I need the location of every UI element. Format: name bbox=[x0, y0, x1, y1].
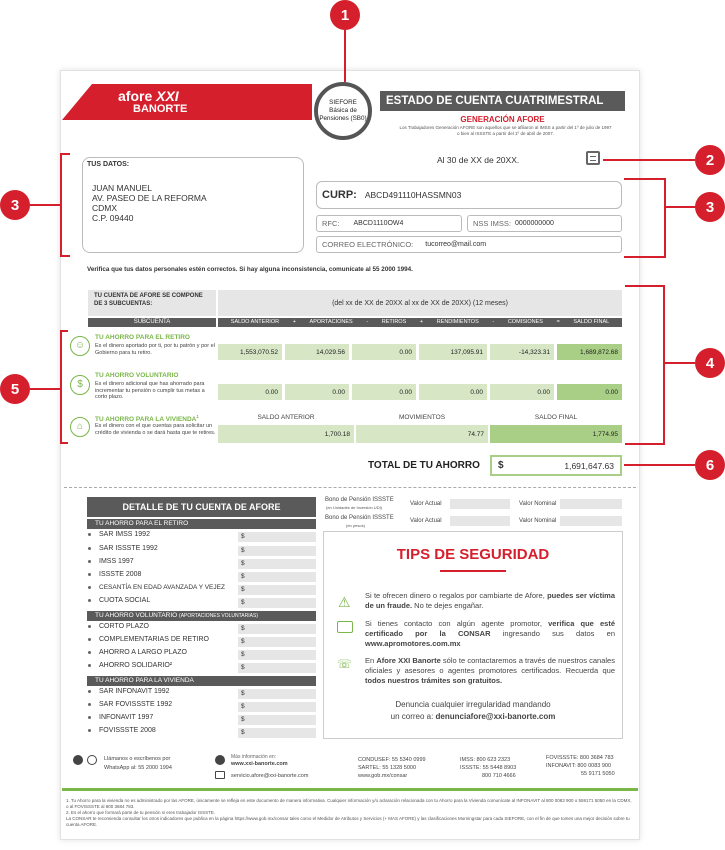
vivienda-desc: Es el dinero con el que cuentas para solicitar un crédito de vivienda o se dará hasta que te retires. bbox=[95, 423, 216, 436]
afore-text: afore bbox=[118, 88, 153, 104]
detalle-amount-sar-infonavit: $ bbox=[238, 689, 316, 699]
detalle-amount-cesantia: $ bbox=[238, 585, 316, 595]
tus-datos-title: TUS DATOS: bbox=[87, 161, 130, 168]
tip-1 bbox=[365, 591, 615, 611]
vivienda-col-saldo-final: SALDO FINAL bbox=[534, 414, 578, 421]
footer-green-line bbox=[62, 788, 638, 791]
detalle-item-sar-issste: SAR ISSSTE 1992 bbox=[88, 545, 158, 552]
vivienda-icon: ⌂ bbox=[70, 417, 90, 437]
bono-2-valor-nominal bbox=[560, 516, 622, 526]
vivienda-saldo-anterior: 1,700.18 bbox=[218, 425, 354, 443]
generation-note: Los Trabajadores Generación AFORE son aquellos que se afiliaron al IMSS a partir del 1º de julio de 1997 o bien al ISSSTE a partir del 1º de abril de 2007. bbox=[399, 125, 612, 136]
detalle-amount-largo-plazo: $ bbox=[238, 650, 316, 660]
tip-3 bbox=[365, 656, 615, 686]
subcuenta-header: SUBCUENTA bbox=[88, 318, 216, 327]
voluntario-saldo-anterior: 0.00 bbox=[218, 384, 282, 400]
retiro-icon: ☺ bbox=[70, 336, 90, 356]
infonavit-phone-2: 55 9171 5050 bbox=[581, 771, 615, 777]
detalle-item-issste-2008: ISSSTE 2008 bbox=[88, 571, 141, 578]
detalle-item-infonavit: INFONAVIT 1997 bbox=[88, 714, 153, 721]
detalle-amount-cuota-social: $ bbox=[238, 598, 316, 608]
generation-label: GENERACIÓN AFORE bbox=[460, 115, 545, 124]
callout-1-line bbox=[344, 30, 346, 82]
section-divider bbox=[64, 487, 636, 488]
email-field bbox=[316, 236, 622, 253]
vivienda-title bbox=[95, 414, 199, 423]
callout-5-bracket bbox=[60, 330, 68, 444]
voluntario-saldo-final: 0.00 bbox=[557, 384, 622, 400]
detalle-amount-corto-plazo: $ bbox=[238, 624, 316, 634]
client-cp: C.P. 09440 bbox=[92, 213, 134, 223]
detalle-voluntario-sub: (APORTACIONES VOLUNTARIAS) bbox=[179, 613, 258, 619]
callout-3-right-bracket bbox=[624, 178, 666, 258]
denuncia-line-1: Denuncia cualquier irregularidad mandando bbox=[395, 700, 551, 709]
detalle-amount-solidario: $ bbox=[238, 663, 316, 673]
callout-3-right-line bbox=[666, 206, 696, 208]
total-currency: $ bbox=[498, 460, 504, 471]
web-icon bbox=[215, 755, 225, 765]
denuncia-prefix: un correo a: bbox=[390, 712, 436, 721]
bono-2-label: Bono de Pensión ISSSTE bbox=[325, 515, 394, 521]
rfc-field bbox=[316, 215, 462, 232]
callout-3-right: 3 bbox=[695, 192, 725, 222]
footnote-3: La CONSAR te recomienda consultar los otros indicadores que publica en la página https://www.gob.mx/consar tales como el Medidor de Atributos y Servicios (+ MAS AFORE) y las clasificaciones Morningstar para cada SIEFORE, con el fin de que tomes una mejor decisión sobre tu cuenta AFORE. bbox=[66, 816, 630, 827]
tip-2-b: verifica que esté certificado por la CONSAR bbox=[365, 619, 616, 638]
callout-6-line bbox=[624, 464, 695, 466]
bono-1-valor-actual-label: Valor Actual bbox=[410, 501, 442, 507]
voluntario-aportaciones: 0.00 bbox=[285, 384, 349, 400]
tip-3-c: sólo te contactaremos a través de nuestros canales oficiales y asesores o agentes promotores certificados. Recuerda que bbox=[365, 656, 615, 675]
detalle-item-cesantia: CESANTÍA EN EDAD AVANZADA Y VEJEZ bbox=[88, 584, 225, 591]
vivienda-title-text: TU AHORRO PARA LA VIVIENDA bbox=[95, 416, 197, 424]
total-value: 1,691,647.63 bbox=[564, 460, 614, 471]
bono-1-valor-nominal bbox=[560, 499, 622, 509]
retiro-rendimientos: 137,095.91 bbox=[419, 344, 487, 360]
col-aportaciones: APORTACIONES bbox=[309, 319, 353, 325]
tip-2-d[interactable]: www.apromotores.com.mx bbox=[365, 639, 461, 648]
calendar-icon bbox=[586, 151, 600, 165]
certificate-icon bbox=[337, 621, 353, 633]
service-email[interactable]: servicio.afore@xxi-banorte.com bbox=[231, 773, 309, 779]
info-line-1: Más información en: bbox=[231, 754, 277, 760]
nss-field bbox=[467, 215, 622, 232]
col-saldo-anterior: SALDO ANTERIOR bbox=[230, 319, 280, 325]
col-op-5: = bbox=[556, 319, 560, 325]
detalle-amount-sar-fovissste: $ bbox=[238, 702, 316, 712]
col-retiros: RETIROS bbox=[381, 319, 407, 325]
client-street: AV. PASEO DE LA REFORMA bbox=[92, 193, 207, 203]
total-box bbox=[490, 455, 622, 476]
voluntario-desc: Es el dinero adicional que has ahorrado para incrementar tu pensión o cumplir tus metas a corto plazo. bbox=[95, 381, 205, 400]
voluntario-comisiones: 0.00 bbox=[490, 384, 554, 400]
afore-logo bbox=[118, 88, 179, 104]
callout-3-left: 3 bbox=[0, 190, 30, 220]
email-label: CORREO ELECTRÓNICO: bbox=[322, 240, 414, 249]
contact-line-1: Llámanos o escríbenos por bbox=[104, 756, 171, 762]
vivienda-col-movimientos: MOVIMIENTOS bbox=[398, 414, 446, 421]
footnote-1: 1. Tu Ahorro para la vivienda no es administrado por las AFORE, únicamente se refleja en este documento de manera informativa. Cualquier información y/o aclaración relacionada con tu Ahorro para la Vivienda comunícate al INFONAVIT al 800 0083 900 o 559171 5050 en la CDMX, o al FOVISSSTE al 800 3684 783. bbox=[66, 798, 632, 809]
bono-1-valor-nominal-label: Valor Nominal bbox=[519, 501, 557, 507]
siefore-badge bbox=[314, 82, 372, 140]
detalle-item-sar-infonavit: SAR INFONAVIT 1992 bbox=[88, 688, 170, 695]
vivienda-sup: 1 bbox=[196, 414, 199, 419]
col-op-2: - bbox=[366, 319, 369, 325]
tip-3-d: todos nuestros trámites son gratuitos. bbox=[365, 676, 503, 685]
col-op-4: - bbox=[492, 319, 495, 325]
detalle-item-sar-imss: SAR IMSS 1992 bbox=[88, 531, 150, 538]
detalle-amount-infonavit: $ bbox=[238, 715, 316, 725]
bono-2-valor-actual-label: Valor Actual bbox=[410, 518, 442, 524]
siefore-line1: SIEFORE bbox=[329, 99, 357, 106]
tips-title-underline bbox=[440, 570, 506, 572]
agents-icon: ☏ bbox=[337, 657, 353, 671]
detalle-item-solidario: AHORRO SOLIDARIO² bbox=[88, 662, 172, 669]
xxi-text: XXI bbox=[156, 88, 179, 104]
detalle-item-largo-plazo: AHORRO A LARGO PLAZO bbox=[88, 649, 187, 656]
denuncia-email[interactable]: denunciafore@xxi-banorte.com bbox=[435, 712, 556, 721]
tip-3-a: En bbox=[365, 656, 377, 665]
mail-icon bbox=[215, 771, 225, 779]
curp-label: CURP: bbox=[322, 189, 357, 201]
tip-2-c: ingresando sus datos en bbox=[490, 629, 615, 638]
callout-1: 1 bbox=[330, 0, 360, 30]
voluntario-rendimientos: 0.00 bbox=[419, 384, 487, 400]
tip-1-a: Si te ofrecen dinero o regalos por cambiarte de Afore, bbox=[365, 591, 548, 600]
phone-icon bbox=[73, 755, 83, 765]
infonavit-phone: INFONAVIT: 800 0083 900 bbox=[546, 763, 612, 769]
retiro-saldo-final: 1,689,872.68 bbox=[557, 344, 622, 360]
bono-1-label: Bono de Pensión ISSSTE bbox=[325, 497, 394, 503]
voluntario-title: TU AHORRO VOLUNTARIO bbox=[95, 372, 179, 379]
callout-4-bracket bbox=[625, 285, 665, 445]
detalle-item-corto-plazo: CORTO PLAZO bbox=[88, 623, 149, 630]
summary-intro: TU CUENTA DE AFORE SE COMPONE DE 3 SUBCUENTAS: bbox=[88, 290, 216, 316]
client-name: JUAN MANUEL bbox=[92, 183, 152, 193]
denuncia-line-2 bbox=[323, 712, 623, 721]
page-title: ESTADO DE CUENTA CUATRIMESTRAL bbox=[380, 91, 625, 111]
detalle-item-fovissste: FOVISSSTE 2008 bbox=[88, 727, 156, 734]
retiro-desc: Es el dinero aportado por ti, por tu patrón y por el Gobierno para tu retiro. bbox=[95, 343, 215, 356]
tip-3-b: Afore XXI Banorte bbox=[376, 656, 441, 665]
vivienda-movimientos: 74.77 bbox=[356, 425, 488, 443]
tip-2 bbox=[365, 619, 615, 649]
retiro-saldo-anterior: 1,553,070.52 bbox=[218, 344, 282, 360]
callout-2-line bbox=[603, 159, 695, 161]
detalle-item-complementarias: COMPLEMENTARIAS DE RETIRO bbox=[88, 636, 209, 643]
warning-icon: ⚠ bbox=[338, 594, 351, 610]
bono-1-valor-actual bbox=[450, 499, 510, 509]
contact-line-2: WhatsApp al: 55 2000 1994 bbox=[104, 765, 172, 771]
detalle-amount-imss-1997: $ bbox=[238, 559, 316, 569]
bono-2-valor-actual bbox=[450, 516, 510, 526]
banorte-text: BANORTE bbox=[133, 103, 188, 115]
detalle-item-cuota-social: CUOTA SOCIAL bbox=[88, 597, 150, 604]
retiro-aportaciones: 14,029.56 bbox=[285, 344, 349, 360]
bono-2-sub: (en pesos) bbox=[346, 523, 365, 528]
curp-field bbox=[316, 181, 622, 209]
nss-value: 0000000000 bbox=[514, 220, 554, 227]
detalle-amount-fovissste: $ bbox=[238, 728, 316, 738]
detalle-amount-sar-imss: $ bbox=[238, 532, 316, 542]
detalle-amount-sar-issste: $ bbox=[238, 546, 316, 556]
curp-value: ABCD491110HASSMN03 bbox=[364, 190, 462, 200]
rfc-value: ABCD1110OW4 bbox=[353, 220, 404, 227]
detalle-retiro-header: TU AHORRO PARA EL RETIRO bbox=[87, 519, 316, 529]
callout-6: 6 bbox=[695, 450, 725, 480]
bono-2-valor-nominal-label: Valor Nominal bbox=[519, 518, 557, 524]
email-value: tucorreo@mail.com bbox=[425, 241, 487, 248]
nss-label: NSS IMSS: bbox=[473, 219, 511, 228]
retiro-retiros: 0.00 bbox=[352, 344, 416, 360]
verify-note: Verifica que tus datos personales estén correctos. Si hay alguna inconsistencia, comunícate al 55 2000 1994. bbox=[87, 266, 413, 273]
info-url[interactable]: www.xxi-banorte.com bbox=[231, 761, 288, 767]
whatsapp-icon bbox=[87, 755, 97, 765]
callout-3-left-bracket bbox=[60, 153, 70, 257]
col-comisiones: COMISIONES bbox=[507, 319, 543, 325]
total-label: TOTAL DE TU AHORRO bbox=[368, 460, 480, 471]
detalle-voluntario-title: TU AHORRO VOLUNTARIO bbox=[95, 612, 178, 619]
statement-date: Al 30 de XX de 20XX. bbox=[437, 155, 520, 165]
fovissste-phone: FOVISSSTE: 800 3684 783 bbox=[546, 755, 614, 761]
retiro-title: TU AHORRO PARA EL RETIRO bbox=[95, 334, 190, 341]
tip-1-c: No te dejes engañar. bbox=[412, 601, 484, 610]
siefore-line3: Pensiones (SB0) bbox=[319, 115, 367, 122]
col-saldo-final: SALDO FINAL bbox=[573, 319, 610, 325]
detalle-voluntario-header bbox=[87, 611, 316, 621]
detalle-item-imss-1997: IMSS 1997 bbox=[88, 558, 134, 565]
tip-2-a: Si tienes contacto con algún agente promotor, bbox=[365, 619, 549, 628]
callout-5: 5 bbox=[0, 374, 30, 404]
col-op-1: + bbox=[292, 319, 296, 325]
client-city: CDMX bbox=[92, 203, 118, 213]
callout-2: 2 bbox=[695, 145, 725, 175]
tip-1-b: puedes ser víctima de un fraude. bbox=[365, 591, 615, 610]
col-rendimientos: RENDIMIENTOS bbox=[436, 319, 479, 325]
issste-phone: ISSSTE: 55 5448 8903 bbox=[460, 765, 517, 771]
col-op-3: + bbox=[419, 319, 424, 325]
consar-url[interactable]: www.gob.mx/consar bbox=[358, 773, 408, 779]
detalle-item-sar-fovissste: SAR FOVISSSTE 1992 bbox=[88, 701, 172, 708]
issste-phone-2: 800 710 4666 bbox=[482, 773, 516, 779]
condusef: CONDUSEF: 55 5340 0999 bbox=[358, 757, 426, 763]
summary-period: (del xx de XX de 20XX al xx de XX de 20XX) (12 meses) bbox=[218, 290, 622, 316]
detalle-amount-complementarias: $ bbox=[238, 637, 316, 647]
voluntario-retiros: 0.00 bbox=[352, 384, 416, 400]
detalle-amount-issste-2008: $ bbox=[238, 572, 316, 582]
bono-1-sub: (en Unidades de Inversión UDI) bbox=[326, 505, 383, 510]
detalle-vivienda-header: TU AHORRO PARA LA VIVIENDA bbox=[87, 676, 316, 686]
retiro-comisiones: -14,323.31 bbox=[490, 344, 554, 360]
imss-phone: IMSS: 800 623 2323 bbox=[460, 757, 511, 763]
vivienda-saldo-final: 1,774.95 bbox=[490, 425, 622, 443]
voluntario-icon: $ bbox=[70, 375, 90, 395]
callout-4-line bbox=[665, 362, 695, 364]
callout-3-left-line bbox=[30, 204, 60, 206]
sartel: SARTEL: 55 1328 5000 bbox=[358, 765, 416, 771]
callout-4: 4 bbox=[695, 348, 725, 378]
rfc-label: RFC: bbox=[322, 219, 340, 228]
vivienda-col-saldo-anterior: SALDO ANTERIOR bbox=[257, 414, 315, 421]
callout-5-line bbox=[30, 388, 60, 390]
footnote-2: 2. Es el ahorro que formará parte de tu pensión si eres trabajador ISSSTE. bbox=[66, 810, 216, 815]
detalle-title: DETALLE DE TU CUENTA DE AFORE bbox=[87, 497, 316, 517]
summary-column-headers bbox=[218, 318, 622, 327]
tips-title: TIPS DE SEGURIDAD bbox=[396, 546, 550, 563]
siefore-line2: Básica de bbox=[329, 107, 357, 114]
